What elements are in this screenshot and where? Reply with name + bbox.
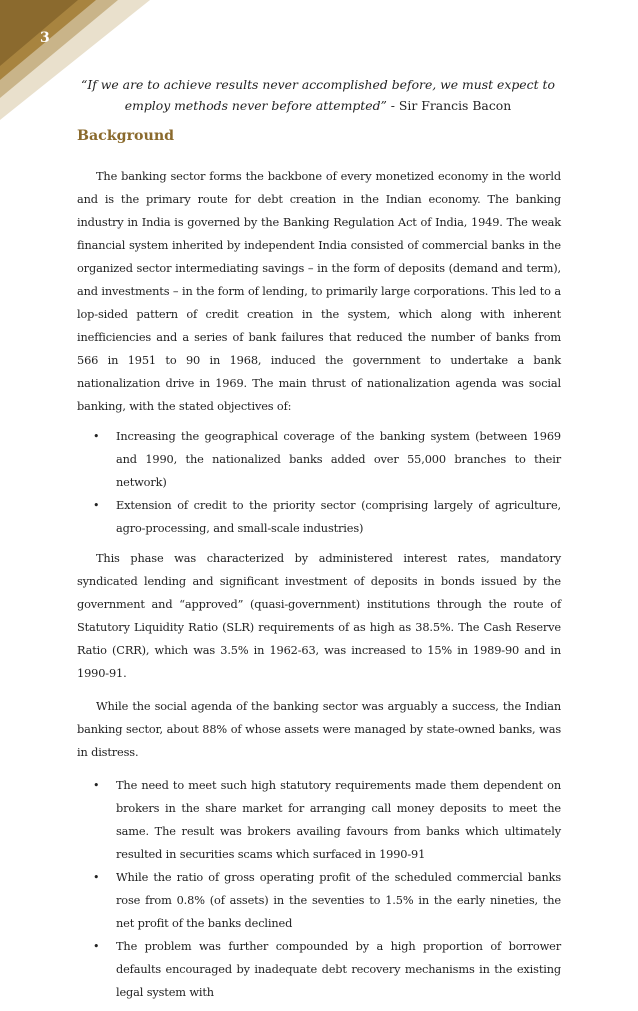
epigraph-quote: [62, 74, 574, 116]
list-item: • Extension of credit to the priority sector (comprising largely of agriculture, agro-processing, and small-scale industries): [77, 494, 561, 540]
list-item: • While the ratio of gross operating profit of the scheduled commercial banks rose from 0.8% (of assets) in the seventies to 1.5% in the early nineties, the net profit of the banks declined: [77, 866, 561, 935]
bullet-list: [77, 425, 561, 540]
document-body: [77, 165, 561, 1011]
page-number: 3: [40, 30, 50, 46]
bullet-icon: •: [93, 430, 100, 443]
bullet-icon: •: [93, 779, 100, 792]
quote-text: “If we are to achieve results never accomplished before, we must expect to employ methods never before attempted”: [81, 77, 555, 113]
bullet-icon: •: [93, 940, 100, 953]
section-heading: Background: [77, 128, 175, 144]
paragraph: The banking sector forms the backbone of every monetized economy in the world and is the primary route for debt creation in the Indian economy. The banking industry in India is governed by the Banking Regulation Act of India, 1949. The weak financial system inherited by independent India consisted of commercial banks in the organized sector intermediating savings – in the form of deposits (demand and term), and investments – in the form of lending, to primarily large corporations. This led to a lop-sided pattern of credit creation in the system, which along with inherent inefficiencies and a series of bank failures that reduced the number of banks from 566 in 1951 to 90 in 1968, induced the government to undertake a bank nationalization drive in 1969. The main thrust of nationalization agenda was social banking, with the stated objectives of:: [77, 169, 561, 413]
bullet-icon: •: [93, 499, 100, 512]
list-item: • The problem was further compounded by a high proportion of borrower defaults encouraged by inadequate debt recovery mechanisms in the existing legal system with: [77, 935, 561, 1004]
list-item: • Increasing the geographical coverage of the banking system (between 1969 and 1990, the nationalized banks added over 55,000 branches to their network): [77, 425, 561, 494]
paragraph: While the social agenda of the banking sector was arguably a success, the Indian banking sector, about 88% of whose assets were managed by state-owned banks, was in distress.: [77, 699, 561, 759]
bullet-icon: •: [93, 871, 100, 884]
paragraph: This phase was characterized by administered interest rates, mandatory syndicated lending and significant investment of deposits in bonds issued by the government and “approved” (quasi-government) institutions through the route of Statutory Liquidity Ratio (SLR) requirements of as high as 38.5%. The Cash Reserve Ratio (CRR), which was 3.5% in 1962-63, was increased to 15% in 1989-90 and in 1990-91.: [77, 551, 561, 680]
quote-author: - Sir Francis Bacon: [386, 98, 512, 113]
list-item: • The need to meet such high statutory requirements made them dependent on brokers in the share market for arranging call money deposits to meet the same. The result was brokers availing favours from banks which ultimately resulted in securities scams which surfaced in 1990-91: [77, 774, 561, 866]
bullet-list: [77, 774, 561, 1004]
